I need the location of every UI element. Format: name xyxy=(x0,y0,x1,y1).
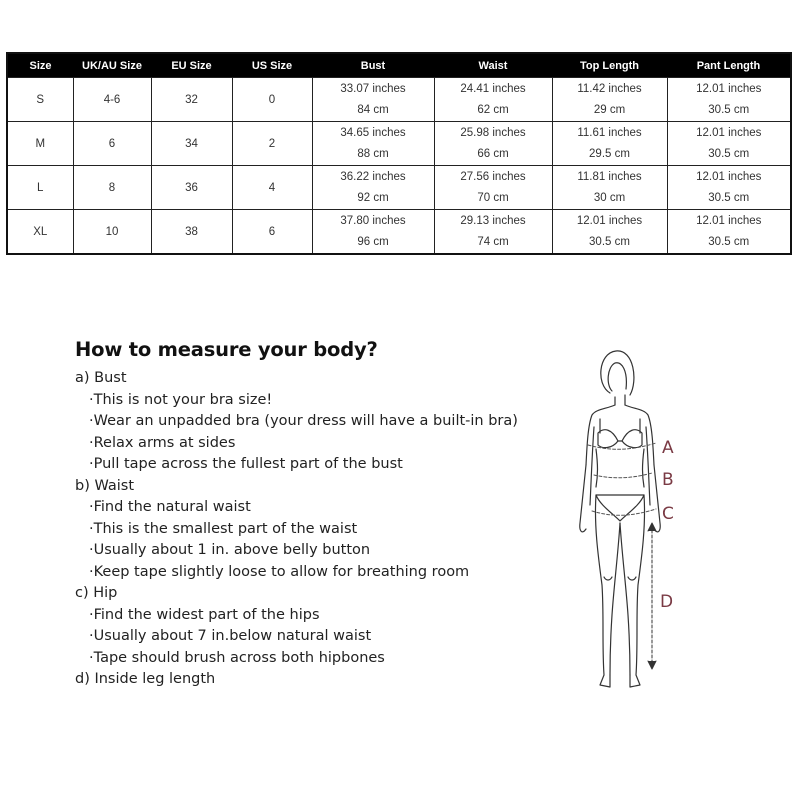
eu-size-cell: 32 xyxy=(151,78,232,122)
size-chart-table xyxy=(6,52,792,255)
pant-length-inches: 12.01 inches xyxy=(696,170,762,183)
top-length-cm: 29.5 cm xyxy=(589,147,630,160)
guide-section-inside-leg: d) Inside leg length xyxy=(75,671,216,687)
bust-cell xyxy=(312,166,434,210)
bust-inches: 36.22 inches xyxy=(340,170,406,183)
top-length-inches: 12.01 inches xyxy=(576,214,643,227)
pant-length-inches: 12.01 inches xyxy=(696,214,762,227)
pant-length-cm: 30.5 cm xyxy=(708,235,750,248)
bust-cell xyxy=(312,78,434,122)
us-size-cell: 2 xyxy=(232,122,312,166)
waist-cell xyxy=(434,210,552,255)
header-cell: Bust xyxy=(312,53,434,78)
top-length-cm: 30.5 cm xyxy=(589,235,630,248)
pant-length-cell xyxy=(667,122,791,166)
guide-item: ·Tape should brush across both hipbones xyxy=(89,649,385,666)
pant-length-inches: 12.01 inches xyxy=(696,126,762,139)
guide-list xyxy=(75,368,575,691)
guide-item: ·This is the smallest part of the waist xyxy=(89,520,358,537)
eu-size-cell: 38 xyxy=(151,210,232,255)
bust-cell xyxy=(312,210,434,255)
label-c: C xyxy=(662,504,674,524)
guide-item: ·Find the natural waist xyxy=(89,499,251,515)
header-cell: Size xyxy=(7,53,73,78)
waist-cm: 70 cm xyxy=(477,191,509,204)
header-cell: Pant Length xyxy=(667,53,791,78)
bust-cm: 92 cm xyxy=(357,191,389,204)
body-measurement-figure xyxy=(560,345,690,705)
bust-inches: 34.65 inches xyxy=(340,126,406,139)
size-cell: XL xyxy=(7,210,73,255)
guide-section-hip: c) Hip xyxy=(75,585,118,601)
eu-size-cell: 36 xyxy=(151,166,232,210)
waist-cm: 62 cm xyxy=(477,103,509,116)
label-a: A xyxy=(662,438,674,458)
bust-cell xyxy=(312,122,434,166)
top-length-inches: 11.61 inches xyxy=(577,126,642,139)
pant-length-inches: 12.01 inches xyxy=(696,82,762,95)
header-cell: US Size xyxy=(232,53,312,78)
header-cell: EU Size xyxy=(151,53,232,78)
bust-inches: 37.80 inches xyxy=(340,214,406,227)
uk-au-size-cell: 4-6 xyxy=(73,78,151,122)
guide-item: ·Wear an unpadded bra (your dress will have a built-in bra) xyxy=(89,413,518,429)
uk-au-size-cell: 6 xyxy=(73,122,151,166)
top-length-cell xyxy=(552,122,667,166)
pant-length-cell xyxy=(667,166,791,210)
top-length-cell xyxy=(552,78,667,122)
table-row xyxy=(7,166,791,210)
bust-cm: 84 cm xyxy=(357,103,389,116)
waist-inches: 27.56 inches xyxy=(460,170,526,183)
pant-length-cell xyxy=(667,78,791,122)
guide-item: ·This is not your bra size! xyxy=(89,391,273,408)
waist-cell xyxy=(434,78,552,122)
top-length-cm: 30 cm xyxy=(593,191,626,204)
label-d: D xyxy=(660,592,674,612)
guide-section-waist: b) Waist xyxy=(75,477,135,494)
top-length-inches: 11.42 inches xyxy=(577,82,642,95)
pant-length-cell xyxy=(667,210,791,255)
guide-item: ·Pull tape across the fullest part of the bust xyxy=(89,456,403,472)
waist-cm: 74 cm xyxy=(477,235,509,248)
header-cell: UK/AU Size xyxy=(73,53,151,78)
bust-cm: 96 cm xyxy=(357,235,389,248)
measurement-labels xyxy=(560,345,690,705)
uk-au-size-cell: 10 xyxy=(73,210,151,255)
pant-length-cm: 30.5 cm xyxy=(708,147,750,160)
table-row xyxy=(7,122,791,166)
table-row xyxy=(7,210,791,255)
pant-length-cm: 30.5 cm xyxy=(708,191,750,204)
waist-cm: 66 cm xyxy=(477,147,509,160)
waist-inches: 24.41 inches xyxy=(460,82,526,95)
eu-size-cell: 34 xyxy=(151,122,232,166)
measuring-guide xyxy=(75,338,575,691)
label-b: B xyxy=(662,470,674,490)
table-header-row xyxy=(7,53,791,78)
waist-cell xyxy=(434,122,552,166)
header-cell: Waist xyxy=(434,53,552,78)
size-cell: L xyxy=(7,166,73,210)
table-row xyxy=(7,78,791,122)
us-size-cell: 0 xyxy=(232,78,312,122)
waist-cell xyxy=(434,166,552,210)
waist-inches: 29.13 inches xyxy=(460,214,526,227)
top-length-cell xyxy=(552,210,667,255)
top-length-cm: 29 cm xyxy=(593,103,626,116)
pant-length-cm: 30.5 cm xyxy=(708,103,750,116)
size-cell: M xyxy=(7,122,73,166)
guide-section-bust: a) Bust xyxy=(75,370,127,386)
guide-item: ·Keep tape slightly loose to allow for breathing room xyxy=(89,563,470,580)
top-length-inches: 11.81 inches xyxy=(577,170,642,183)
guide-item: ·Relax arms at sides xyxy=(89,434,236,451)
guide-item: ·Usually about 1 in. above belly button xyxy=(89,542,371,558)
guide-item: ·Find the widest part of the hips xyxy=(89,606,320,623)
size-cell: S xyxy=(7,78,73,122)
top-length-cell xyxy=(552,166,667,210)
guide-title: How to measure your body? xyxy=(75,338,378,361)
bust-cm: 88 cm xyxy=(357,147,389,160)
uk-au-size-cell: 8 xyxy=(73,166,151,210)
us-size-cell: 4 xyxy=(232,166,312,210)
waist-inches: 25.98 inches xyxy=(460,126,526,139)
bust-inches: 33.07 inches xyxy=(340,82,406,95)
header-cell: Top Length xyxy=(552,53,667,78)
guide-item: ·Usually about 7 in.below natural waist xyxy=(89,628,372,644)
us-size-cell: 6 xyxy=(232,210,312,255)
